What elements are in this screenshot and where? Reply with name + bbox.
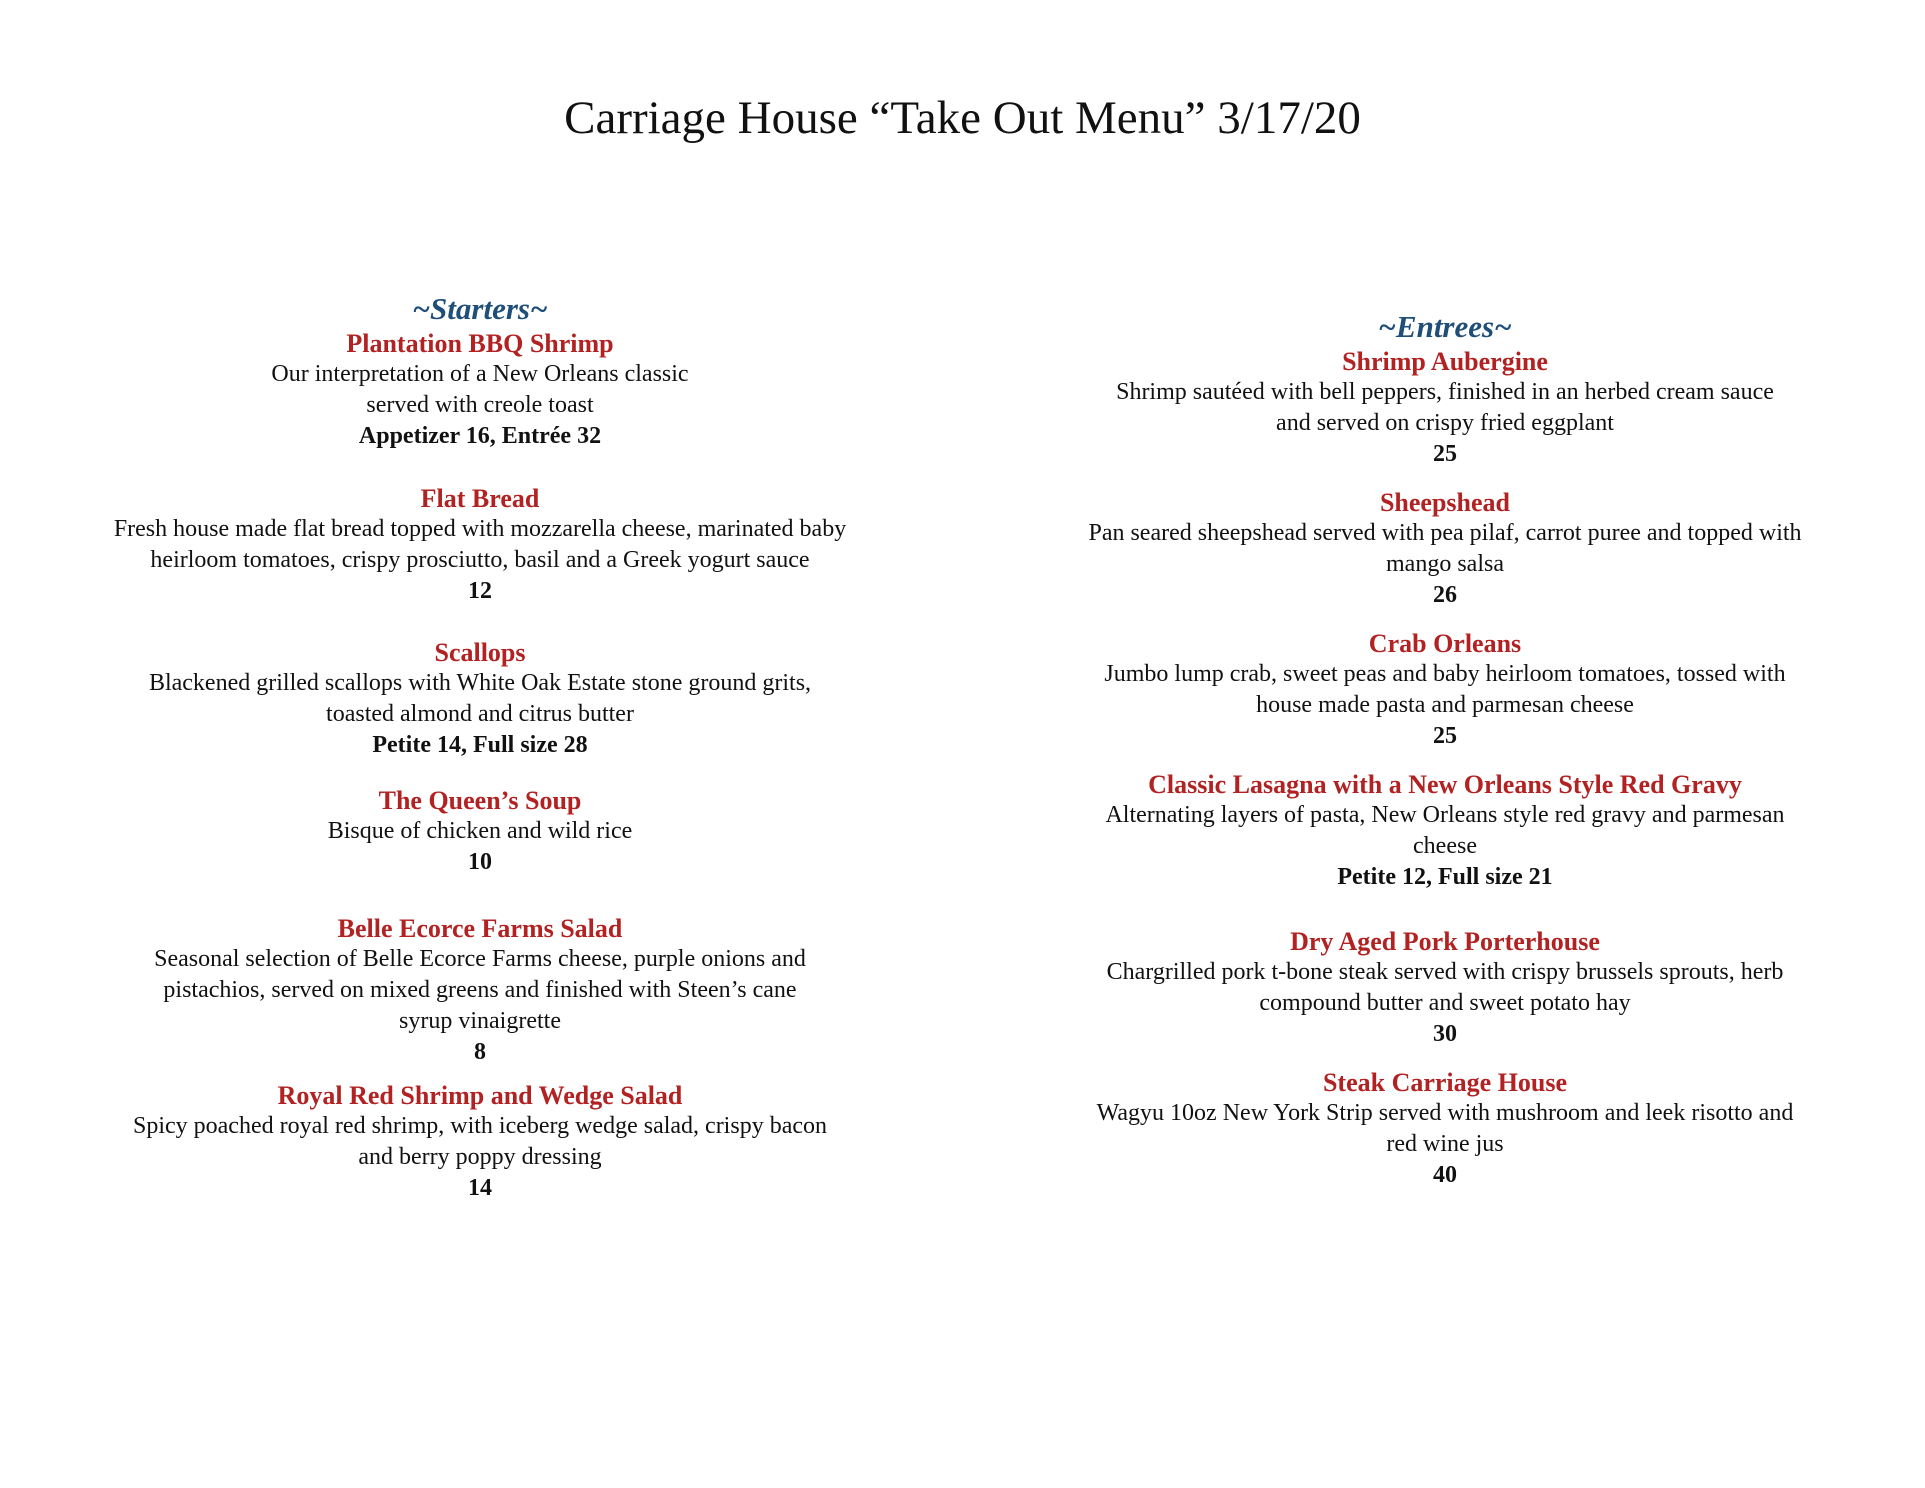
item-description: Seasonal selection of Belle Ecorce Farms cheese, purple onions and [154, 946, 806, 972]
menu-item [45, 483, 915, 607]
item-description: mango salsa [1386, 551, 1504, 577]
item-description: Wagyu 10oz New York Strip served with mushroom and leek risotto and [1096, 1100, 1794, 1126]
starters-column [45, 290, 915, 1204]
item-description: Fresh house made flat bread topped with mozzarella cheese, marinated baby [113, 516, 847, 542]
item-description: compound butter and sweet potato hay [1259, 990, 1631, 1016]
item-price: 12 [468, 578, 492, 604]
item-description: heirloom tomatoes, crispy prosciutto, basil and a Greek yogurt sauce [150, 547, 810, 573]
item-price: 10 [468, 849, 492, 875]
item-name: Dry Aged Pork Porterhouse [1290, 927, 1600, 956]
item-description: Spicy poached royal red shrimp, with iceberg wedge salad, crispy bacon [132, 1113, 827, 1139]
item-description: and served on crispy fried eggplant [1276, 410, 1614, 436]
menu-item [1010, 1067, 1880, 1191]
item-description: pistachios, served on mixed greens and finished with Steen’s cane [163, 977, 797, 1003]
starters-heading: ~Starters~ [412, 291, 548, 326]
item-price: 40 [1433, 1162, 1457, 1188]
item-price: 30 [1433, 1021, 1457, 1047]
item-name: Shrimp Aubergine [1342, 347, 1548, 376]
menu-item [45, 328, 915, 452]
item-name: Steak Carriage House [1322, 1068, 1568, 1097]
item-price: Appetizer 16, Entrée 32 [358, 423, 602, 449]
item-name: Crab Orleans [1368, 629, 1522, 658]
item-description: Blackened grilled scallops with White Oak Estate stone ground grits, [148, 670, 812, 696]
item-description: house made pasta and parmesan cheese [1256, 692, 1634, 718]
menu-item [1010, 487, 1880, 611]
item-description: Bisque of chicken and wild rice [327, 818, 633, 844]
item-description: Chargrilled pork t-bone steak served with crispy brussels sprouts, herb [1106, 959, 1784, 985]
item-price: 26 [1433, 582, 1457, 608]
item-name: Plantation BBQ Shrimp [346, 329, 614, 358]
item-description: Our interpretation of a New Orleans classic [271, 361, 689, 387]
item-price: Petite 14, Full size 28 [372, 732, 588, 758]
entrees-column [1010, 308, 1880, 1191]
item-price: 25 [1433, 723, 1457, 749]
item-description: toasted almond and citrus butter [326, 701, 634, 727]
menu-item [45, 1080, 915, 1204]
menu-item [1010, 346, 1880, 470]
menu-item [1010, 926, 1880, 1050]
item-name: The Queen’s Soup [378, 786, 582, 815]
item-description: and berry poppy dressing [358, 1144, 602, 1170]
item-name: Scallops [434, 638, 526, 667]
item-description: Jumbo lump crab, sweet peas and baby heirloom tomatoes, tossed with [1104, 661, 1786, 687]
item-price: 8 [474, 1039, 486, 1065]
menu-title: Carriage House “Take Out Menu” 3/17/20 [564, 92, 1361, 144]
item-description: cheese [1413, 833, 1477, 859]
item-description: Shrimp sautéed with bell peppers, finished in an herbed cream sauce [1116, 379, 1774, 405]
menu-item [45, 785, 915, 878]
item-price: 25 [1433, 441, 1457, 467]
item-name: Belle Ecorce Farms Salad [337, 914, 623, 943]
menu-item [1010, 628, 1880, 752]
item-description: served with creole toast [366, 392, 594, 418]
item-name: Flat Bread [420, 484, 540, 513]
item-description: Pan seared sheepshead served with pea pilaf, carrot puree and topped with [1088, 520, 1802, 546]
item-name: Sheepshead [1379, 488, 1511, 517]
item-name: Classic Lasagna with a New Orleans Style Red Gravy [1148, 770, 1742, 799]
item-name: Royal Red Shrimp and Wedge Salad [277, 1081, 683, 1110]
item-price: 14 [468, 1175, 492, 1201]
item-description: red wine jus [1386, 1131, 1504, 1157]
menu-item [45, 637, 915, 761]
item-description: syrup vinaigrette [399, 1008, 561, 1034]
menu-item [1010, 769, 1880, 893]
item-price: Petite 12, Full size 21 [1337, 864, 1553, 890]
item-description: Alternating layers of pasta, New Orleans style red gravy and parmesan [1105, 802, 1785, 828]
entrees-heading: ~Entrees~ [1378, 309, 1512, 344]
menu-item [45, 913, 915, 1068]
